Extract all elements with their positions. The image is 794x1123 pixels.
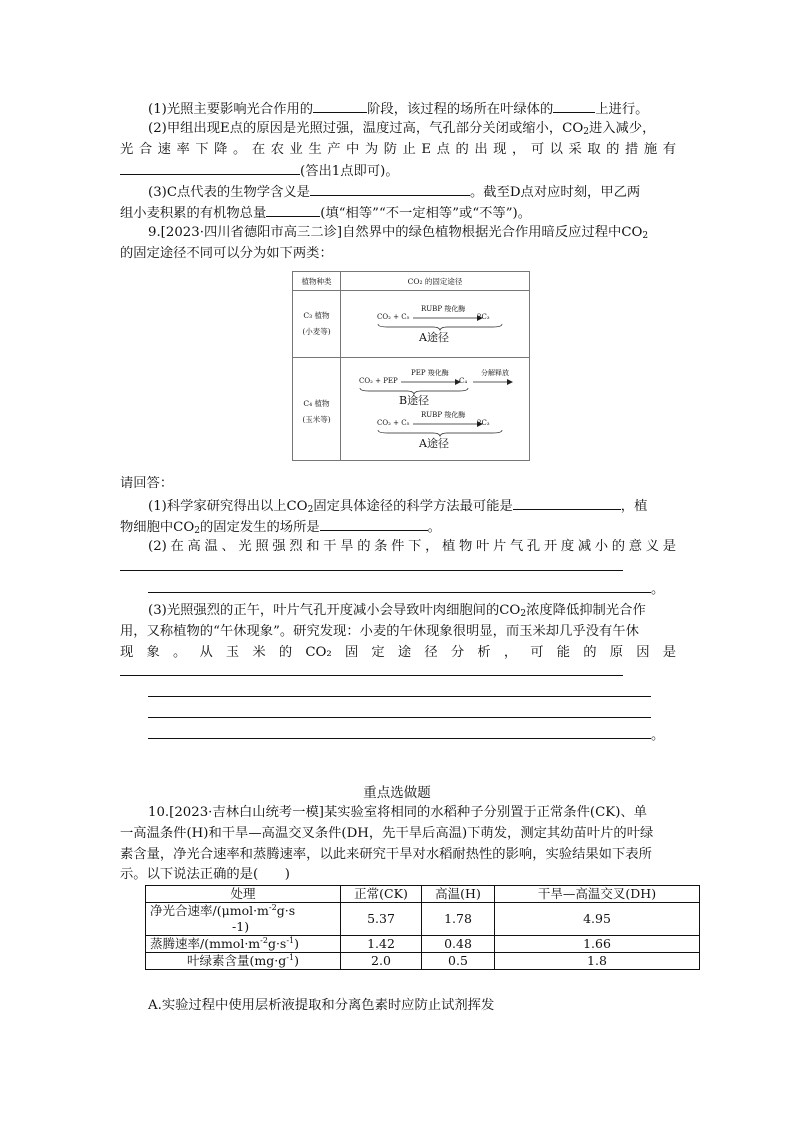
text: 蒸腾速率/(mmol·m	[150, 936, 261, 951]
header-fixation-path: CO₂ 的固定途径	[407, 277, 463, 286]
q9-part3-line2	[120, 622, 680, 642]
q9-ask	[120, 474, 680, 494]
results-table	[145, 885, 700, 970]
end-mark	[651, 726, 671, 746]
superscript: -2	[260, 935, 268, 945]
q8-part2-line3	[120, 160, 680, 182]
header-cell: 处理	[146, 886, 341, 903]
table-cell: 1.8	[495, 953, 700, 970]
answer-line[interactable]	[148, 696, 651, 697]
table-row	[146, 903, 700, 936]
q9-stem-line1: 9.[2023·四川省德阳市高三二诊]自然界中的绿色植物根据光合作用暗反应过程中$CO_2$	[148, 225, 649, 241]
text: (1)科学家研究得出以上CO	[148, 499, 308, 514]
text: 固定具体途径的科学方法最可能是	[313, 499, 513, 514]
text: 用，又称植物的“午休现象”。研究发现：小麦的午休现象很明显，而玉米却几乎没有午休	[120, 624, 639, 639]
table-cell: 1.42	[341, 936, 422, 953]
q9-part1-line2: 物细胞中$CO_2$的固定发生的场所是 。	[120, 516, 680, 538]
header-cell: 高温(H)	[422, 886, 495, 903]
answer-blank[interactable]	[513, 495, 621, 510]
text: ，植	[620, 499, 648, 514]
text: 9.[2023·四川省德阳市高三二诊]自然界中的绿色植物根据光合作用暗反应过程中CO	[148, 225, 643, 240]
answer-blank[interactable]	[313, 98, 367, 113]
table-row	[146, 936, 700, 953]
answer-line[interactable]	[148, 717, 651, 718]
answer-blank[interactable]	[266, 202, 320, 217]
enzyme-label: RUBP 羧化酶	[421, 411, 466, 419]
enzyme-label: RUBP 羧化酶	[421, 305, 466, 313]
text: 浓度降低抑制光合作	[526, 603, 646, 618]
text: (2)甲组出现E点的原因是光照过强，温度过高，气孔部分关闭或缩小，CO	[148, 121, 584, 136]
text: (3)光照强烈的正午，叶片气孔开度减小会导致叶肉细胞间的CO	[148, 603, 521, 618]
table-cell: 5.37	[341, 903, 422, 936]
co2-fixation-table	[292, 271, 530, 461]
table-cell: 0.48	[422, 936, 495, 953]
answer-line[interactable]	[120, 570, 623, 571]
text: 示。以下说法正确的是( )	[120, 867, 290, 882]
q10-stem-line1	[148, 803, 708, 823]
equation-right: 2C₃	[477, 313, 490, 321]
row-label	[146, 936, 341, 953]
text: 一高温条件(H)和干旱—高温交叉条件(DH，先干旱后高温)下萌发，测定其幼苗叶片的叶绿	[120, 826, 654, 841]
equation-right: 2C₃	[477, 419, 490, 427]
text: 组小麦积累的有机物总量	[120, 206, 267, 221]
answer-blank[interactable]	[320, 516, 428, 531]
q9-part3-line1: (3)光照强烈的正午，叶片气孔开度减小会导致叶肉细胞间的$CO_2$浓度降低抑制光合作	[148, 603, 646, 619]
text: -1	[232, 919, 245, 934]
text: 的固定发生的场所是	[200, 520, 320, 535]
c4-plant-example: (玉米等)	[302, 415, 331, 424]
table-cell: 2.0	[341, 953, 422, 970]
q10-option-a[interactable]	[148, 996, 708, 1016]
table-cell: 4.95	[495, 903, 700, 936]
text: 。截至D点对应时刻，甲乙两	[469, 185, 641, 200]
text: 物细胞中CO	[120, 520, 195, 535]
text: 请回答：	[120, 476, 174, 491]
text: 现象。从玉米的CO₂固定途径分析，可能的原因是	[120, 645, 676, 660]
superscript: -1	[286, 952, 295, 962]
row-label	[146, 953, 341, 970]
q8-part2-line1: (2)甲组出现E点的原因是光照过强，温度过高，气孔部分关闭或缩小，$CO_2$进入减少，	[148, 121, 656, 137]
text: 。	[651, 728, 665, 743]
text: 进入减少，	[588, 121, 656, 136]
path-a-label: A途径	[419, 331, 449, 344]
answer-blank[interactable]	[310, 181, 470, 196]
text: 素含量，净光合速率和蒸腾速率，以此来研究干旱对水稻耐热性的影响，实验结果如下表所	[120, 847, 652, 862]
text: )	[244, 919, 250, 934]
table-divider	[293, 357, 529, 358]
path-b-label: B途径	[399, 394, 430, 407]
table-divider	[340, 272, 341, 460]
text: 净光合速率/(μmol·m	[150, 903, 269, 918]
text: g·s	[267, 936, 287, 951]
q8-part3-line1	[148, 181, 708, 203]
text: 光合速率下降。在农业生产中为防止E点的出现，可以采取的措施有	[120, 142, 676, 157]
text: (3)C点代表的生物学含义是	[148, 185, 310, 200]
c3-plant-name: C₃ 植物	[303, 311, 330, 320]
equation-left: CO₂ + C₅	[377, 419, 410, 427]
header-plant-type: 植物种类	[301, 277, 332, 286]
text: )	[294, 953, 299, 968]
table-header-row	[146, 886, 700, 903]
text: 上进行。	[595, 102, 649, 117]
q8-part2-line2	[120, 140, 676, 160]
answer-line[interactable]	[148, 738, 651, 739]
equation-left: CO₂ + PEP	[359, 377, 398, 385]
end-mark	[651, 580, 671, 600]
q8-part1	[148, 98, 708, 120]
equation-right: C₄	[459, 377, 468, 385]
table-cell: 1.66	[495, 936, 700, 953]
text: g·s	[276, 903, 296, 918]
header-cell: 正常(CK)	[341, 886, 422, 903]
q8-part3-line2	[120, 202, 680, 224]
enzyme-label: PEP 羧化酶	[411, 369, 449, 377]
q9-part3-line3	[120, 643, 676, 663]
answer-blank[interactable]	[120, 160, 300, 175]
text: )	[294, 936, 300, 951]
q10-stem-line3	[120, 845, 680, 865]
path-a-label: A途径	[419, 437, 449, 450]
text: 叶绿素含量(mg·g	[187, 953, 287, 968]
table-cell: 0.5	[422, 953, 495, 970]
q10-stem-line2	[120, 824, 680, 844]
q10-stem-line4	[120, 865, 680, 885]
release-label: 分解释放	[481, 369, 509, 377]
q9-stem-line2	[120, 244, 680, 264]
text: 阶段，该过程的场所在叶绿体的	[367, 102, 554, 117]
text: A.实验过程中使用层析液提取和分离色素时应防止试剂挥发	[148, 998, 495, 1013]
superscript: -2	[268, 902, 277, 912]
q9-part1-line1: (1)科学家研究得出以上$CO_2$固定具体途径的科学方法最可能是 ，植	[148, 495, 708, 517]
text: (答出1点即可)。	[300, 164, 399, 179]
text: (2)在高温、光照强烈和干旱的条件下，植物叶片气孔开度减小的意义是	[148, 539, 676, 554]
c3-plant-example: (小麦等)	[302, 327, 331, 336]
text: (填“相等”“不一定相等”或“不等”)。	[320, 206, 531, 221]
text: 。	[651, 582, 665, 597]
answer-blank[interactable]	[553, 98, 595, 113]
header-cell: 干旱—高温交叉(DH)	[495, 886, 700, 903]
text: 10.[2023·吉林白山统考一模]某实验室将相同的水稻种子分别置于正常条件(CK)、单	[148, 805, 647, 820]
text: 。	[427, 520, 441, 535]
section-title: 重点选做题	[363, 785, 431, 801]
text: (1)光照主要影响光合作用的	[148, 102, 314, 117]
table-row	[146, 953, 700, 970]
equation-left: CO₂ + C₅	[377, 313, 410, 321]
q9-part2-line1	[148, 537, 676, 557]
row-label	[146, 903, 341, 936]
answer-line[interactable]	[148, 592, 651, 593]
table-cell: 1.78	[422, 903, 495, 936]
answer-line[interactable]	[120, 675, 623, 676]
text: 的固定途径不同可以分为如下两类：	[120, 246, 333, 261]
superscript: -1	[286, 935, 295, 945]
c4-plant-name: C₄ 植物	[303, 399, 330, 408]
release-arrow-icon	[473, 375, 515, 389]
